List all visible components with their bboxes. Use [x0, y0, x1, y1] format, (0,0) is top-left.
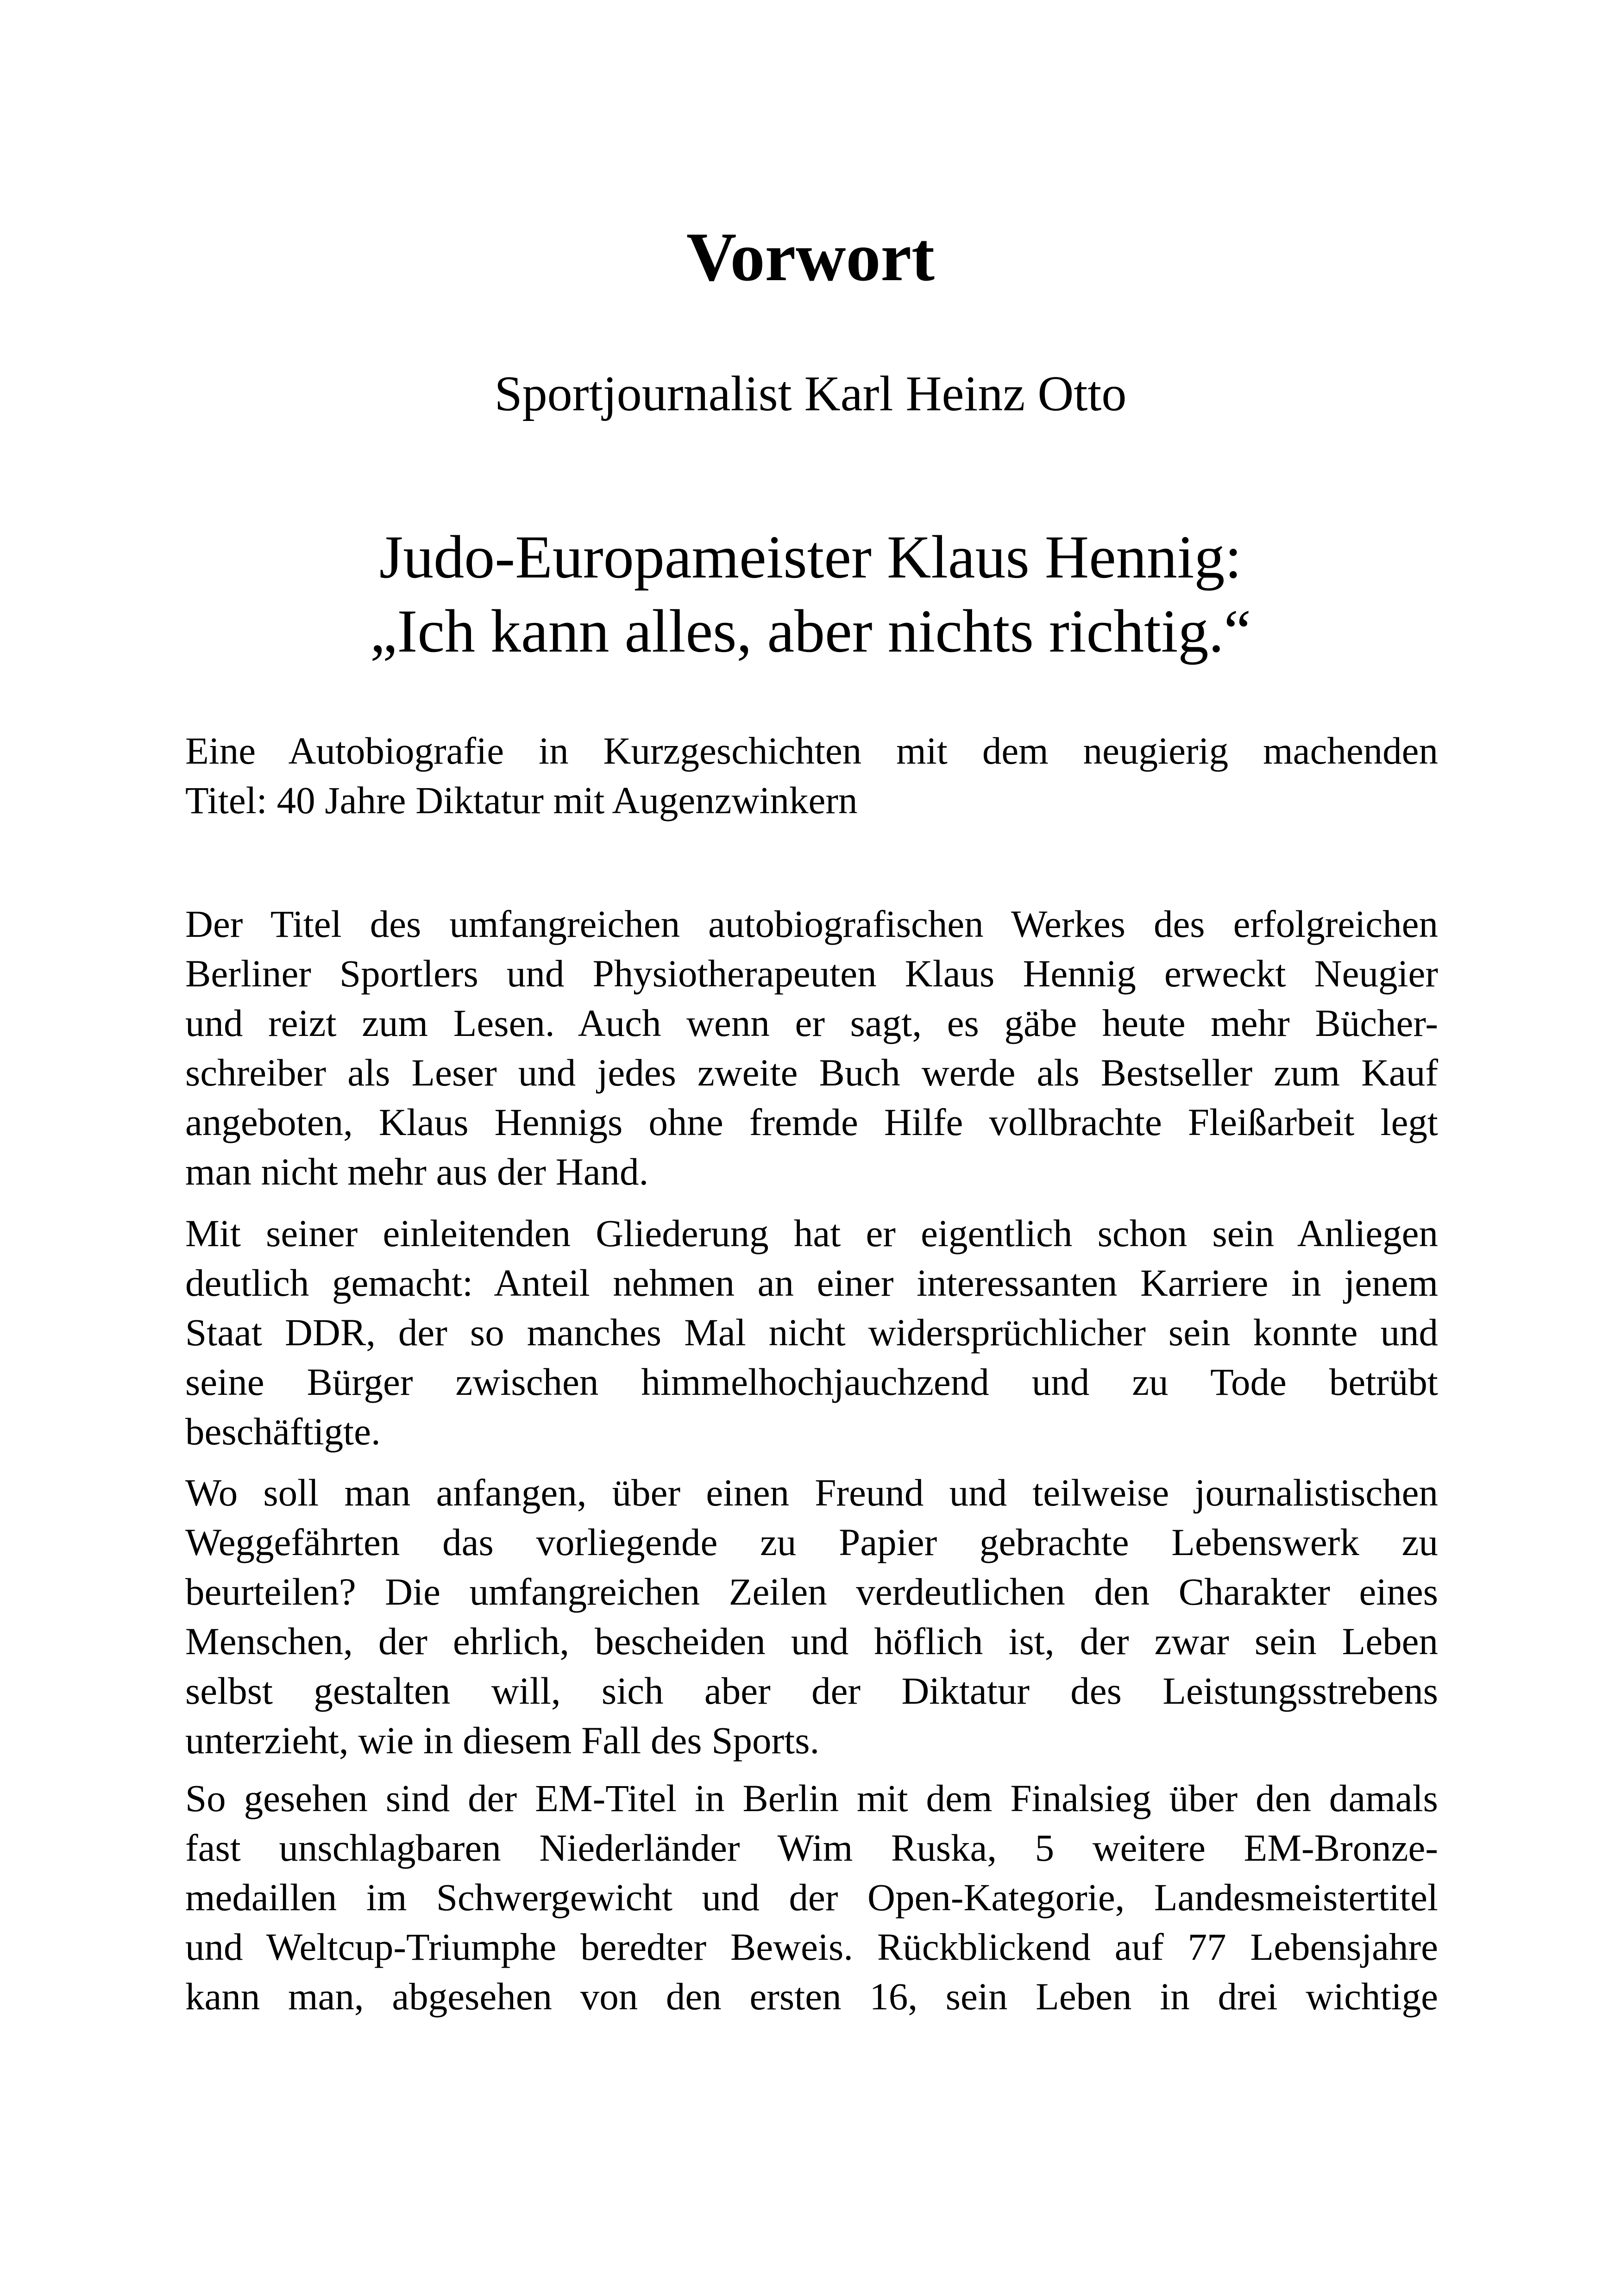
text-line: deutlich gemacht: Anteil nehmen an einer interessanten Karriere in jenem [185, 1261, 1438, 1304]
headline-line-1: Judo-Europameister Klaus Hennig: [379, 523, 1242, 591]
text-line: Menschen, der ehrlich, bescheiden und höflich ist, der zwar sein Leben [185, 1620, 1438, 1662]
text-line: Berliner Sportlers und Physiotherapeuten Klaus Hennig erweckt Neugier [185, 952, 1438, 995]
text-line: seine Bürger zwischen himmelhochjauchzend und zu Tode betrübt [185, 1361, 1438, 1403]
text-line: Mit seiner einleitenden Gliederung hat er eigentlich schon sein Anliegen [185, 1212, 1438, 1255]
paragraph-3 [185, 1468, 1438, 1765]
text-line: unterzieht, wie in diesem Fall des Sports. [185, 1719, 820, 1762]
text-line: beurteilen? Die umfangreichen Zeilen verdeutlichen den Charakter eines [185, 1570, 1438, 1613]
text-line: man nicht mehr aus der Hand. [185, 1150, 649, 1193]
headline-line-2: „Ich kann alles, aber nichts richtig.“ [370, 597, 1251, 665]
text-line: Weggefährten das vorliegende zu Papier gebrachte Lebenswerk zu [185, 1521, 1438, 1563]
text-line: Wo soll man anfangen, über einen Freund und teilweise journalistischen [185, 1471, 1438, 1514]
text-line: medaillen im Schwergewicht und der Open-Kategorie, Landesmeistertitel [185, 1876, 1438, 1919]
text-line: beschäftigte. [185, 1410, 381, 1453]
subtitle-paragraph [185, 726, 1438, 825]
text-line: Der Titel des umfangreichen autobiografischen Werkes des erfolgreichen [185, 903, 1438, 945]
text-line: schreiber als Leser und jedes zweite Buch werde als Bestseller zum Kauf [185, 1051, 1438, 1094]
text-line: So gesehen sind der EM-Titel in Berlin mit dem Finalsieg über den damals [185, 1777, 1438, 1819]
text-line: Titel: 40 Jahre Diktatur mit Augenzwinkern [185, 779, 858, 822]
author-line: Sportjournalist Karl Heinz Otto [494, 366, 1127, 421]
text-line: Staat DDR, der so manches Mal nicht widersprüchlicher sein konnte und [185, 1311, 1438, 1354]
text-line: und reizt zum Lesen. Auch wenn er sagt, es gäbe heute mehr Bücher- [185, 1002, 1438, 1044]
paragraph-4 [185, 1774, 1438, 2021]
headline [0, 520, 1621, 668]
text-line: Eine Autobiografie in Kurzgeschichten mit dem neugierig machenden [185, 729, 1438, 772]
text-line: fast unschlagbaren Niederländer Wim Ruska, 5 weitere EM-Bronze- [185, 1826, 1438, 1869]
page-title: Vorwort [686, 219, 935, 295]
paragraph-1 [185, 899, 1438, 1197]
text-line: und Weltcup-Triumphe beredter Beweis. Rückblickend auf 77 Lebensjahre [185, 1926, 1438, 1968]
text-line: kann man, abgesehen von den ersten 16, sein Leben in drei wichtige [185, 1975, 1438, 2018]
text-line: angeboten, Klaus Hennigs ohne fremde Hilfe vollbrachte Fleißarbeit legt [185, 1101, 1438, 1143]
text-line: selbst gestalten will, sich aber der Diktatur des Leistungsstrebens [185, 1669, 1438, 1712]
paragraph-2 [185, 1209, 1438, 1456]
